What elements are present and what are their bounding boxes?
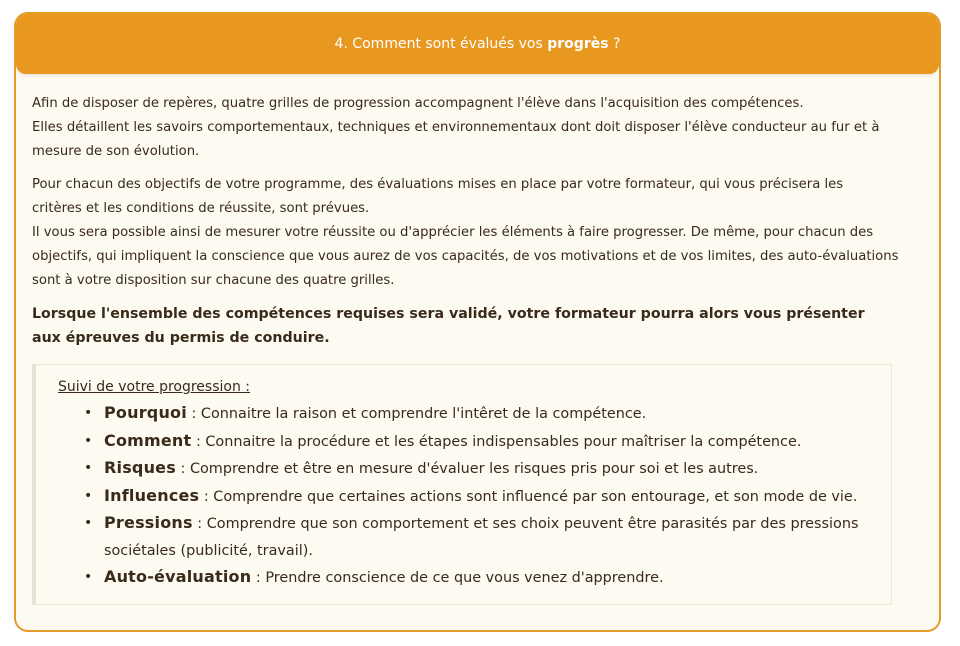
header-title-suffix: ? <box>608 36 621 52</box>
criterion-name: Pressions <box>104 513 193 532</box>
criterion-description-continued: sociétales (publicité, travail). <box>104 542 313 559</box>
criterion-name: Influences <box>104 485 200 505</box>
list-item <box>84 455 875 483</box>
bullet-icon: • <box>84 460 93 476</box>
criterion-name: Auto-évaluation <box>104 567 252 586</box>
panel-header <box>16 14 939 74</box>
list-item <box>84 564 875 592</box>
paragraph-line: Elles détaillent les savoirs comportementaux, techniques et environnementaux dont doit disposer l'élève conducteur au fur et à <box>32 120 880 135</box>
bullet-icon: • <box>84 487 93 504</box>
bullet-icon: • <box>84 432 93 449</box>
progress-evaluation-panel <box>14 12 941 632</box>
paragraph-line: aux épreuves du permis de conduire. <box>32 330 330 346</box>
criterion-description: : Prendre conscience de ce que vous venez d'apprendre. <box>251 570 664 586</box>
criterion-name: Pourquoi <box>104 403 187 422</box>
paragraph-line: mesure de son évolution. <box>32 144 200 159</box>
bullet-icon: • <box>84 405 93 421</box>
criterion-description: : Comprendre que son comportement et ses choix peuvent être parasités par des pressions <box>192 516 859 532</box>
criterion-name: Comment <box>104 430 192 450</box>
list-item <box>84 483 875 511</box>
paragraph-validation <box>32 302 923 350</box>
criteria-list <box>58 400 875 592</box>
paragraph-line: critères et les conditions de réussite, sont prévues. <box>32 201 370 216</box>
header-title-bold: progrès <box>547 36 609 52</box>
paragraph-line: Afin de disposer de repères, quatre grilles de progression accompagnent l'élève dans l'acquisition des compétences. <box>32 96 804 111</box>
tracking-title: Suivi de votre progression : <box>58 379 251 395</box>
list-item <box>84 510 875 564</box>
criterion-description: : Connaitre la procédure et les étapes indispensables pour maîtriser la compétence. <box>191 433 802 450</box>
paragraph-evaluations <box>32 173 923 293</box>
criterion-description: : Comprendre que certaines actions sont influencé par son entourage, et son mode de vie. <box>199 488 858 505</box>
paragraph-line: Lorsque l'ensemble des compétences requises sera validé, votre formateur pourra alors vous présenter <box>32 306 865 322</box>
criterion-description: : Comprendre et être en mesure d'évaluer les risques pris pour soi et les autres. <box>175 461 759 477</box>
progression-tracking-box <box>32 364 892 605</box>
header-title-prefix: 4. Comment sont évalués vos <box>334 36 548 52</box>
criterion-name: Risques <box>104 458 176 477</box>
list-item <box>84 428 875 456</box>
list-item <box>84 400 875 428</box>
paragraph-line: Pour chacun des objectifs de votre programme, des évaluations mises en place par votre formateur, qui vous précisera les <box>32 177 844 192</box>
header-title <box>335 36 621 52</box>
bullet-icon: • <box>84 569 93 585</box>
paragraph-line: Il vous sera possible ainsi de mesurer votre réussite ou d'apprécier les éléments à faire progresser. De même, pour chacun des <box>32 225 874 240</box>
paragraph-line: sont à votre disposition sur chacune des quatre grilles. <box>32 273 395 288</box>
criterion-description: : Connaitre la raison et comprendre l'intêret de la compétence. <box>186 406 647 422</box>
bullet-icon: • <box>84 515 93 531</box>
paragraph-grids <box>32 92 923 164</box>
paragraph-line: objectifs, qui impliquent la conscience que vous aurez de vos capacités, de vos motivations et de vos limites, des auto-évaluations <box>32 249 899 264</box>
panel-content <box>16 74 939 605</box>
